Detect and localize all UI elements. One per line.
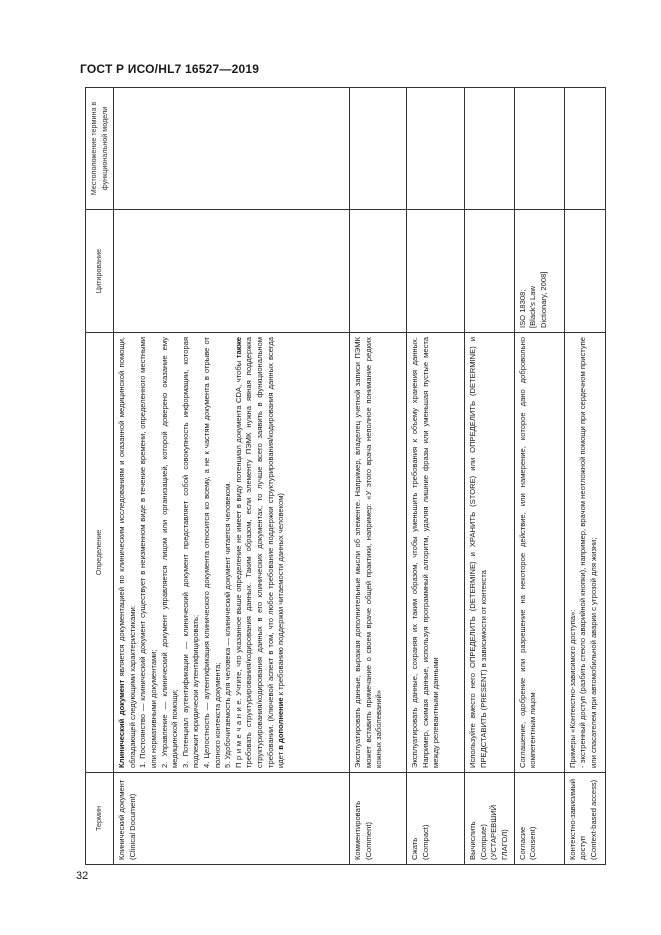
definition-cell (514, 333, 564, 773)
page-number: 32 (76, 870, 89, 882)
definition-cell (350, 333, 407, 773)
table-header-row (86, 88, 114, 865)
rotated-table-container (85, 88, 606, 865)
definition-item: 3. Потенциал аутентификации — клинический документ представляет собой совокупность информации, которая подлежит юридически аутентифицировать; (180, 337, 201, 768)
note-middle: требовать структурирования/кодирования данных. Таким образом, если элементу ПЭМК нужна явная поддержка структурирования/кодирования данных в его клинических документах, то лучше всего заявить в функциональном требовании. (Ключевой аспект в том, что любое требование поддержки структурирования/кодирования данных всегда идет (244, 337, 286, 768)
definition-text: Используйте вместо него ОПРЕДЕЛИТЬ (DETERMINE) и ХРАНИТЬ (STORE) или ОПРЕДЕЛИТЬ (DETERMINE) и ПРЕДСТАВИТЬ (PRESENT) в зависимости от контекста (468, 337, 488, 768)
definition-cell (465, 333, 514, 773)
table-row (407, 88, 465, 865)
term-cell: Сжать (Compact) (407, 773, 465, 865)
citation-cell (350, 210, 407, 333)
definition-lead (117, 337, 138, 768)
term-cell: Клинический документ (Clinical Document) (114, 773, 350, 865)
definition-cell (407, 333, 465, 773)
definition-cell (564, 333, 605, 773)
definition-note (234, 337, 287, 768)
column-header-term: Термин (86, 773, 114, 865)
column-header-definition: Определение (86, 333, 114, 773)
citation-cell (465, 210, 514, 333)
location-cell (350, 88, 407, 210)
table-row (114, 88, 350, 865)
column-header-location: Местоположение термина в функциональной модели (86, 88, 114, 210)
term-cell: Вычислить (Compute) (УСТАРЕВШИЙ ГЛАГОЛ) (465, 773, 514, 865)
definition-text: Соглашение, одобрение или разрешение на некоторое действие, или намерение, которое дано добровольно компетентным лицом (517, 337, 538, 768)
definition-text: Эксплуатировать данные, выражая дополнительные мысли об элементе. Например, владелец учетной записи ПЭМК может вставить примечание о своем враче общей практики, например: «У этого врача неполное понимание редких кожных заболеваний» (353, 337, 384, 768)
note-bold-addition: в дополнение (276, 697, 286, 750)
definition-item: 4. Целостность — аутентификация клинического документа относится ко всему, а не к частям документа в отрыве от полного контекста документа; (201, 337, 222, 768)
note-prefix: П р и м е ч а н и е. Учтите, что указанное выше определение не имеет в виду потенциал документа CDA, чтобы (233, 358, 243, 768)
table-row (564, 88, 605, 865)
definition-cell (114, 333, 350, 773)
document-header: ГОСТ Р ИСО/HL7 16527—2019 (80, 62, 260, 76)
definition-item: 5. Удобочитаемость для человека — клинический документ читается человеком. (223, 481, 233, 768)
definition-text: Примеры «Контекстно-зависимого доступа»: - экстренный доступ (разбить стекло аварийной кнопки), например, врачом неотложной помощи при сердечном приступе или спасателем при автомобильной аварии с угрозой для жизни; (567, 337, 598, 768)
location-cell (564, 88, 605, 210)
term-cell: Согласие (Consent) (514, 773, 564, 865)
definition-lead-bold: Клинический документ (117, 679, 127, 768)
location-cell (514, 88, 564, 210)
citation-cell (564, 210, 605, 333)
citation-cell (114, 210, 350, 333)
location-cell (114, 88, 350, 210)
location-cell (407, 88, 465, 210)
column-header-citation: Цитирование (86, 210, 114, 333)
citation-cell (407, 210, 465, 333)
note-bold-also: также (233, 337, 243, 359)
table-row (514, 88, 564, 865)
term-cell: Контекстно-зависимый доступ (Context-based access) (564, 773, 605, 865)
terms-table (85, 87, 606, 865)
table-row (350, 88, 407, 865)
definition-item: 1. Постоянство — клинический документ существует в неизменном виде в течение времени, определенного местными или нормативными документами; (138, 337, 158, 768)
definition-item: 2. Управление — клинический документ управляется лицом или организацией, которой доверено оказание ему медицинской помощи; (159, 337, 180, 768)
citation-cell: ISO 18308; [Black's Law Dictionary, 2008] (514, 210, 564, 333)
term-cell: Комментировать (Comment) (350, 773, 407, 865)
table-row (465, 88, 514, 865)
location-cell (465, 88, 514, 210)
note-end: к требованию поддержки читаемости данных человеком) (276, 493, 286, 698)
definition-lead-text: является документацией по клиническим исследованиям и оказанной медицинской помощи, обладающей следующими характеристиками: (117, 337, 137, 768)
definition-text: Эксплуатировать данные, сохраняя их таким образом, чтобы уменьшить требования к объему хранения данных. Например, сжимая данные, используя программный алгоритм, удаляя лишние фразы или уменьшая пустые места между релевантными данными (410, 337, 441, 768)
